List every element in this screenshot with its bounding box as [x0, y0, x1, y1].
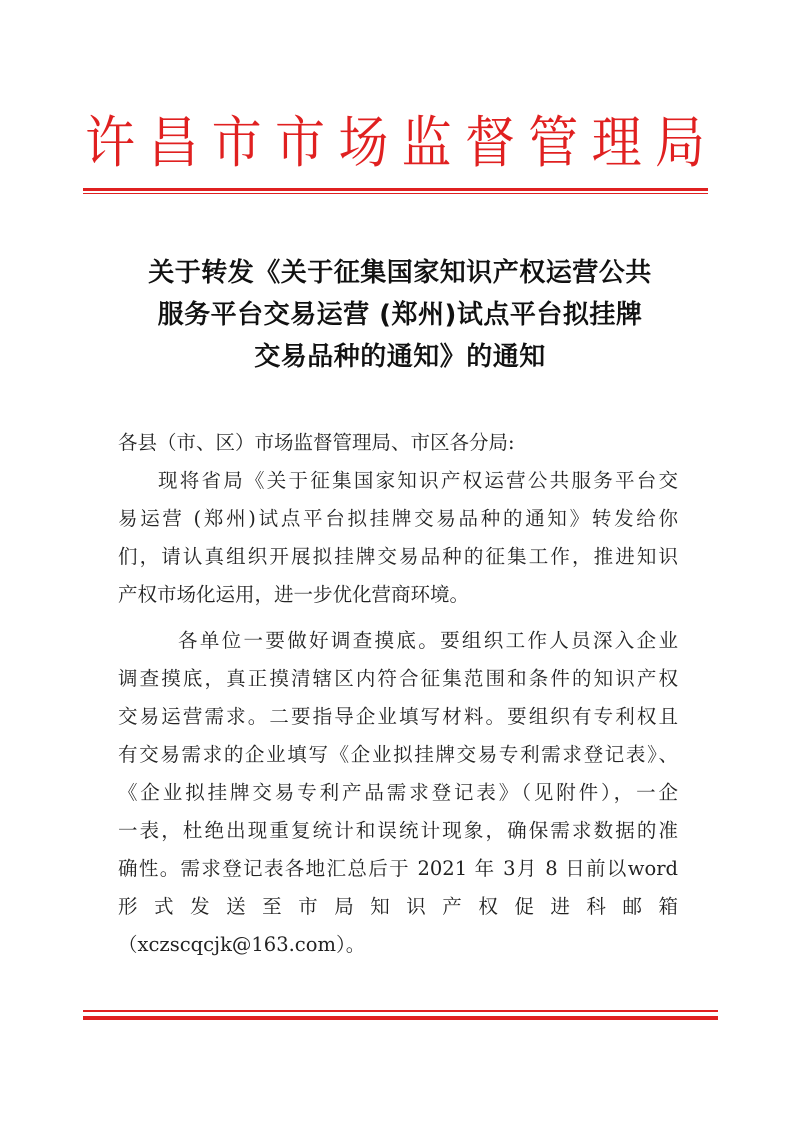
paragraph-2-line: 形式发送至市局知识产权促进科邮箱	[118, 895, 678, 918]
paragraph-1-line: 们，请认真组织开展拟挂牌交易品种的征集工作，推进知识	[118, 545, 678, 568]
paragraph-1-line: 易运营 (郑州)试点平台拟挂牌交易品种的通知》转发给你	[118, 507, 678, 530]
masthead-rule-thick	[83, 188, 708, 191]
salutation: 各县（市、区）市场监督管理局、市区各分局:	[118, 431, 515, 454]
masthead-char: 督	[464, 110, 515, 176]
paragraph-2-line: 各单位一要做好调查摸底。要组织工作人员深入企业	[178, 629, 678, 652]
paragraph-2-line: 有交易需求的企业填写《企业拟挂牌交易专利需求登记表》、	[118, 743, 678, 766]
paragraph-2-line: （xczscqcjk@163.com）。	[118, 933, 366, 956]
masthead-char: 市	[274, 110, 325, 176]
paragraph-2-line: 调查摸底，真正摸清辖区内符合征集范围和条件的知识产权	[118, 667, 678, 690]
footer-rule-thin	[83, 1010, 718, 1012]
footer-rule-thick	[83, 1016, 718, 1020]
masthead-char: 许	[85, 110, 135, 176]
document-title	[60, 252, 740, 378]
title-line: 关于转发《关于征集国家知识产权运营公共	[148, 258, 652, 288]
masthead-char: 局	[654, 110, 705, 176]
document-body	[118, 424, 678, 964]
title-line: 服务平台交易运营 (郑州)试点平台拟挂牌	[157, 300, 643, 330]
masthead-rule-thin	[83, 193, 708, 194]
paragraph-2-line: 确性。需求登记表各地汇总后于 2021 年 3月 8 日前以word	[118, 857, 678, 880]
masthead-char: 市	[211, 110, 262, 176]
masthead-char: 监	[401, 110, 452, 176]
title-line: 交易品种的通知》的通知	[254, 342, 546, 372]
paragraph-2-line: 一表，杜绝出现重复统计和误统计现象，确保需求数据的准	[118, 819, 678, 842]
paragraph-2-line: 交易运营需求。二要指导企业填写材料。要组织有专利权且	[118, 705, 678, 728]
masthead-char: 昌	[148, 110, 199, 176]
paragraph-1-line: 产权市场化运用，进一步优化营商环境。	[118, 583, 470, 606]
masthead-title	[85, 108, 705, 178]
masthead-char: 管	[528, 110, 579, 176]
masthead-char: 理	[591, 110, 642, 176]
masthead-char: 场	[338, 110, 389, 176]
paragraph-1-line: 现将省局《关于征集国家知识产权运营公共服务平台交	[158, 469, 678, 492]
paragraph-2-line: 《企业拟挂牌交易专利产品需求登记表》（见附件），一企	[118, 781, 678, 804]
